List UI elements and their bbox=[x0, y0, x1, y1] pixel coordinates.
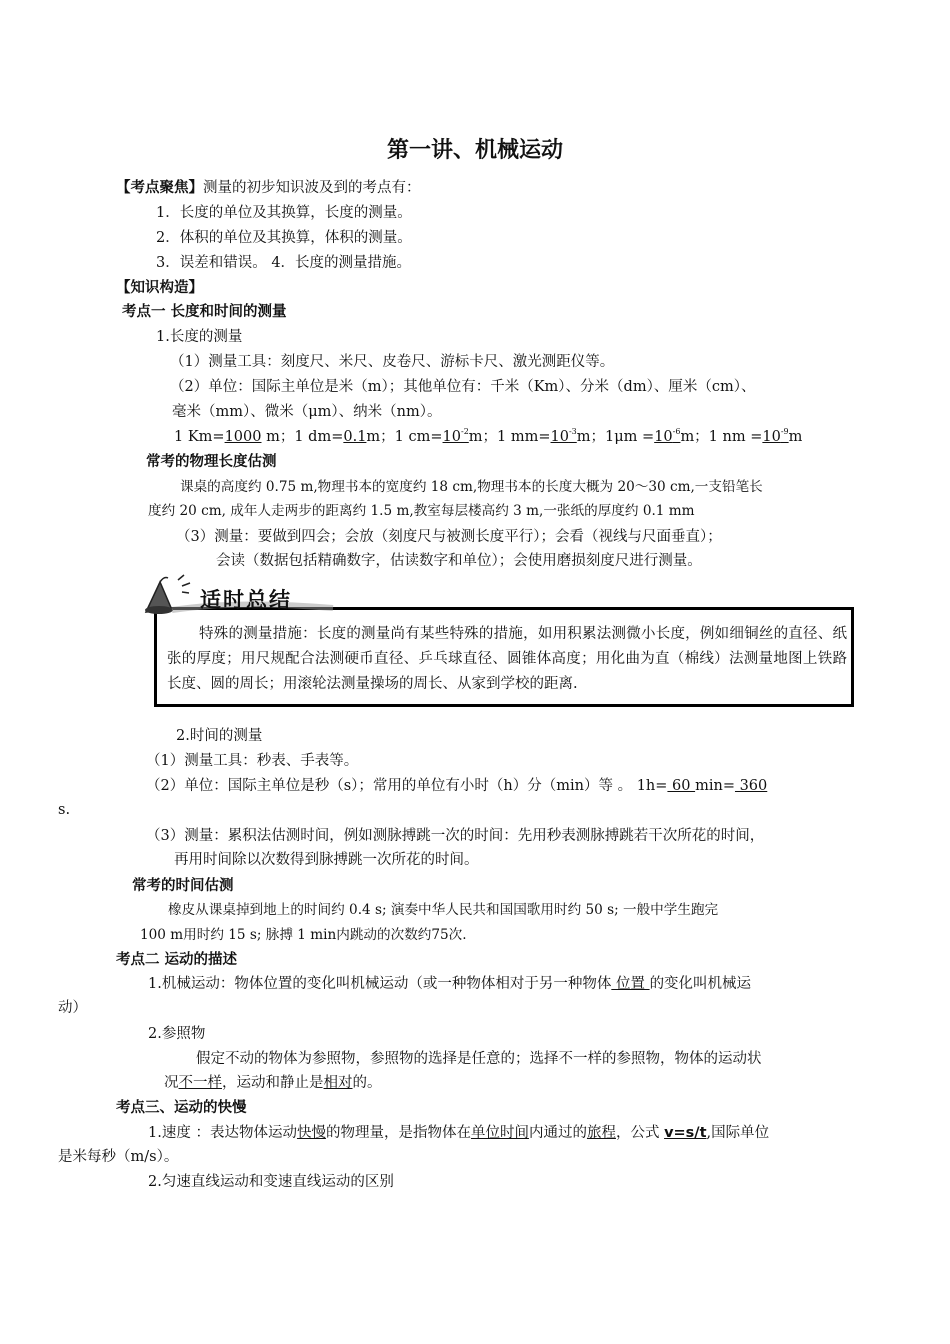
reference-line-1: 假定不动的物体为参照物，参照物的选择是任意的；选择不一样的参照物，物体的运动状 bbox=[196, 1051, 762, 1067]
unit-conversion-line bbox=[174, 427, 802, 447]
mechanical-motion-line bbox=[148, 974, 751, 994]
focus-item-1: 1．长度的单位及其换算，长度的测量。 bbox=[156, 205, 412, 221]
page-title: 第一讲、机械运动 bbox=[386, 138, 563, 163]
conv-text: m；1 nm = bbox=[680, 429, 763, 445]
speed-blank-1: 快慢 bbox=[296, 1125, 326, 1141]
speed-blank-2: 单位时间 bbox=[470, 1125, 529, 1141]
conv-exponent: -6 bbox=[672, 427, 681, 437]
point2-heading: 考点二 运动的描述 bbox=[116, 952, 238, 968]
speed-text: 内通过的 bbox=[528, 1125, 587, 1141]
structure-label: 【知识构造】 bbox=[116, 280, 203, 296]
reference-text: 况 bbox=[164, 1075, 179, 1091]
conv-base: 10 bbox=[442, 429, 461, 445]
length-heading: 1.长度的测量 bbox=[156, 329, 243, 345]
motion-text: 的变化叫机械运 bbox=[649, 976, 752, 992]
conv-text: m；1 cm= bbox=[366, 429, 443, 445]
conv-text: 1 Km= bbox=[174, 429, 225, 445]
summary-box bbox=[154, 607, 854, 707]
length-estimate-heading: 常考的物理长度估测 bbox=[146, 454, 277, 470]
time-tools: （1）测量工具：秒表、手表等。 bbox=[146, 753, 359, 769]
time-estimate-heading: 常考的时间估测 bbox=[132, 878, 234, 894]
length-measure-line-1: （3）测量：要做到四会；会放（刻度尺与被测长度平行）；会看（视线与尺面垂直）； bbox=[176, 529, 722, 545]
length-estimate-line-2: 度约 20 cm, 成年人走两步的距离约 1.5 m,教室每层楼高约 3 m,一张纸的厚度约 0.1 mm bbox=[148, 503, 695, 519]
summary-text: 特殊的测量措施：长度的测量尚有某些特殊的措施，如用积累法测微小长度，例如细铜丝的直径、纸张的厚度；用尺规配合法测硬币直径、乒乓球直径、圆锥体高度；用化曲为直（棉线）法测量地图上铁路长度、圆的周长；用滚轮法测量操场的周长、从家到学校的距离. bbox=[167, 626, 847, 692]
mechanical-motion-tail: 动） bbox=[58, 1000, 87, 1016]
speed-tail: 是米每秒（m/s）。 bbox=[58, 1149, 179, 1165]
time-estimate-line-2: 100 m用时约 15 s; 脉搏 1 min内跳动的次数约75次. bbox=[140, 927, 467, 943]
point1-heading: 考点一 长度和时间的测量 bbox=[122, 304, 287, 320]
time-measure-line-1: （3）测量：累积法估测时间，例如测脉搏跳一次的时间：先用秒表测脉搏跳若干次所花的时间， bbox=[146, 828, 765, 844]
conv-text: m bbox=[788, 429, 803, 445]
length-measure-line-2: 会读（数据包括精确数字，估读数字和单位）；会使用磨损刻度尺进行测量。 bbox=[216, 553, 702, 569]
length-units-line-2: 毫米（mm）、微米（μm）、纳米（nm）。 bbox=[172, 404, 442, 420]
motion-text: 1.机械运动：物体位置的变化叫机械运动（或一种物体相对于另一种物体 bbox=[148, 976, 612, 992]
conv-text: m；1μm = bbox=[576, 429, 655, 445]
conv-base: 10 bbox=[550, 429, 569, 445]
conv-value-dm: 0.1 bbox=[343, 429, 367, 445]
reference-blank-2: 相对 bbox=[323, 1075, 353, 1091]
conv-value-km: 1000 bbox=[224, 429, 262, 445]
conv-value-mm bbox=[551, 429, 577, 445]
time-estimate-line-1: 橡皮从课桌掉到地上的时间约 0.4 s; 演奏中华人民共和国国歌用时约 50 s; 一般中学生跑完 bbox=[168, 902, 719, 918]
speed-text: 的物理量，是指物体在 bbox=[325, 1125, 471, 1141]
reference-heading: 2.参照物 bbox=[148, 1026, 206, 1042]
conv-value-nm bbox=[762, 429, 788, 445]
conv-value-um bbox=[654, 429, 680, 445]
length-estimate-line-1: 课桌的高度约 0.75 m,物理书本的宽度约 18 cm,物理书本的长度大概为 20～30 cm,一支铅笔长 bbox=[180, 479, 763, 495]
speed-text: ,国际单位 bbox=[706, 1125, 770, 1141]
time-heading: 2.时间的测量 bbox=[176, 728, 263, 744]
time-units-value-min: 60 bbox=[667, 778, 696, 794]
length-tools: （1）测量工具：刻度尺、米尺、皮卷尺、游标卡尺、激光测距仪等。 bbox=[170, 354, 615, 370]
reference-blank-1: 不一样 bbox=[178, 1075, 222, 1091]
speed-line bbox=[148, 1123, 769, 1143]
time-units-value-s: 360 bbox=[734, 778, 768, 794]
motion-blank: 位置 bbox=[611, 976, 650, 992]
speed-formula: v=s/t bbox=[664, 1125, 707, 1141]
conv-value-cm bbox=[443, 429, 469, 445]
focus-label: 【考点聚焦】 bbox=[116, 180, 203, 196]
time-units-text: min= bbox=[695, 778, 735, 794]
uniform-motion-heading: 2.匀速直线运动和变速直线运动的区别 bbox=[148, 1174, 394, 1190]
focus-intro: 测量的初步知识波及到的考点有： bbox=[203, 180, 421, 196]
reference-text: ，运动和静止是 bbox=[222, 1075, 324, 1091]
conv-base: 10 bbox=[762, 429, 781, 445]
point3-heading: 考点三、运动的快慢 bbox=[116, 1100, 247, 1116]
time-units-text: （2）单位：国际主单位是秒（s）；常用的单位有小时（h）分（min）等 。 1h= bbox=[146, 778, 668, 794]
focus-item-2: 2．体积的单位及其换算，体积的测量。 bbox=[156, 230, 412, 246]
conv-exponent: -3 bbox=[568, 427, 577, 437]
conv-exponent: -9 bbox=[780, 427, 789, 437]
conv-base: 10 bbox=[654, 429, 673, 445]
reference-text: 的。 bbox=[352, 1075, 382, 1091]
length-units-line-1: （2）单位：国际主单位是米（m）；其他单位有：千米（Km）、分米（dm）、厘米（cm）、 bbox=[170, 379, 756, 395]
conv-text: m；1 dm= bbox=[261, 429, 344, 445]
time-measure-line-2: 再用时间除以次数得到脉搏跳一次所花的时间。 bbox=[174, 852, 479, 868]
focus-item-3: 3．误差和错误。 4．长度的测量措施。 bbox=[156, 255, 412, 271]
focus-line bbox=[116, 178, 421, 198]
time-units-line bbox=[146, 776, 767, 796]
reference-line-2 bbox=[164, 1073, 382, 1093]
conv-text: m；1 mm= bbox=[468, 429, 551, 445]
summary-banner-label: 适时总结 bbox=[200, 588, 292, 612]
time-units-tail: s. bbox=[58, 802, 71, 818]
conv-exponent: -2 bbox=[460, 427, 469, 437]
speed-blank-3: 旅程 bbox=[586, 1125, 616, 1141]
speed-text: 1.速度 ：表达物体运动 bbox=[148, 1125, 297, 1141]
speed-text: ，公式 bbox=[615, 1125, 665, 1141]
